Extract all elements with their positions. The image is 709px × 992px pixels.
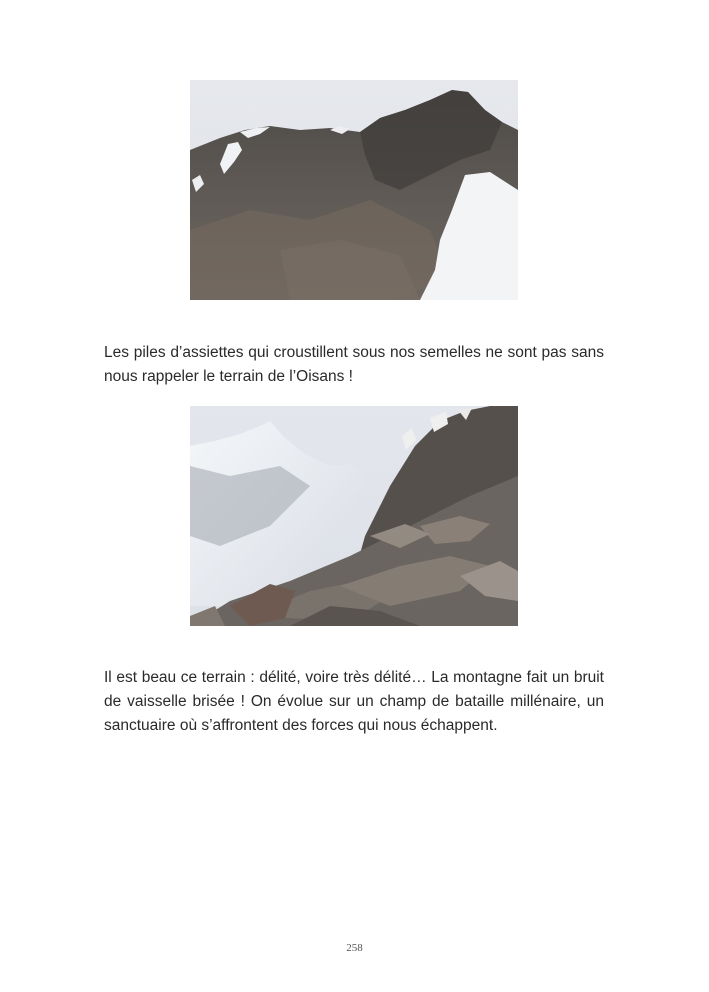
page-number: 258 — [346, 942, 363, 954]
paragraph-1: Les piles d’assiettes qui croustillent sous nos semelles ne sont pas sans nous rappeler le terrain de l’Oisans ! — [104, 344, 604, 385]
shale-slope-photo — [190, 406, 518, 626]
mountain-ridge-photo — [190, 80, 518, 300]
paragraph-2: Il est beau ce terrain : délité, voire très délité… La montagne fait un bruit de vaisselle brisée ! On évolue sur un champ de bataille millénaire, un sanctuaire où s’affrontent des forces qui nous échappent. — [104, 669, 604, 734]
